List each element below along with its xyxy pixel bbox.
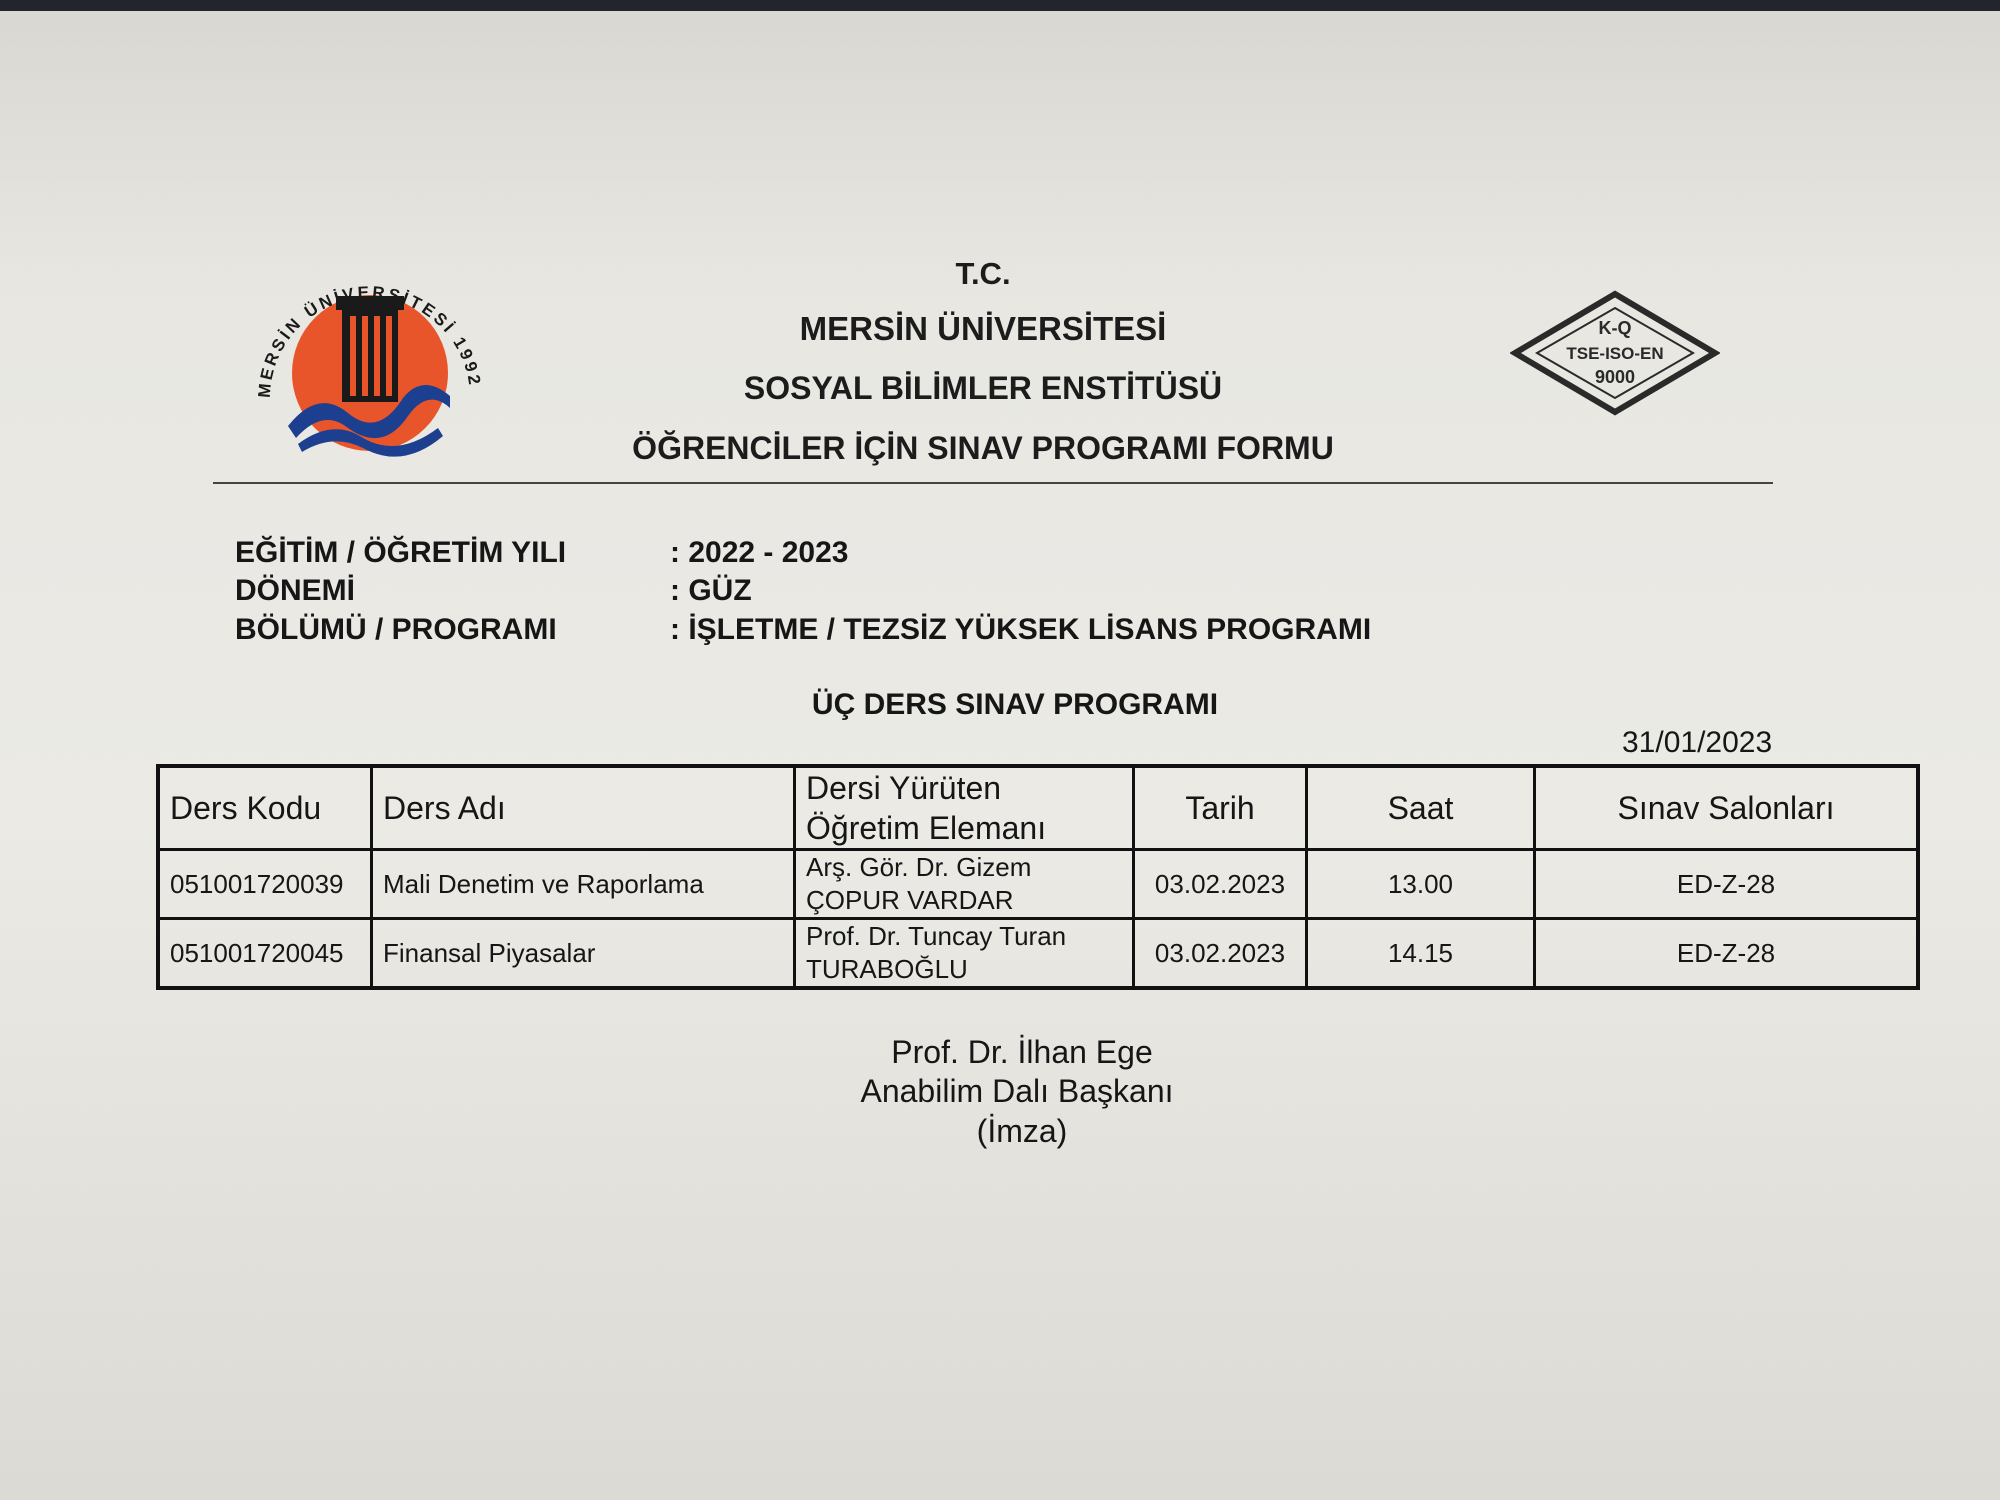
- logo-arc-text: MERSİN ÜNİVERSİTESİ 1992: [254, 282, 485, 399]
- tse-line3: 9000: [1594, 367, 1636, 387]
- table-row: [158, 850, 1918, 919]
- cell-room: ED-Z-28: [1535, 919, 1919, 989]
- header-course-code: Ders Kodu: [158, 766, 372, 850]
- cell-date: 03.02.2023: [1134, 919, 1307, 989]
- cell-time: 13.00: [1307, 850, 1535, 919]
- header-form-title: ÖĞRENCİLER İÇİN SINAV PROGRAMI FORMU: [632, 430, 1334, 466]
- signatory-title: Anabilim Dalı Başkanı: [860, 1073, 1174, 1109]
- document-date: 31/01/2023: [1622, 726, 1773, 759]
- exam-schedule-table: [156, 764, 1920, 990]
- meta-term: [235, 574, 752, 608]
- meta-value: : 2022 - 2023: [670, 536, 849, 569]
- header-instructor-line1: Dersi Yürüten: [806, 770, 1002, 806]
- instructor-line1: Arş. Gör. Dr. Gizem: [806, 852, 1032, 882]
- header-date: Tarih: [1134, 766, 1307, 850]
- table-row: [158, 919, 1918, 989]
- header-institute: SOSYAL BİLİMLER ENSTİTÜSÜ: [743, 370, 1223, 406]
- cell-course-name: Finansal Piyasalar: [372, 919, 795, 989]
- tse-line1: K-Q: [1598, 318, 1632, 338]
- cell-date: 03.02.2023: [1134, 850, 1307, 919]
- header-course-name: Ders Adı: [372, 766, 795, 850]
- tse-line2: TSE-ISO-EN: [1566, 344, 1664, 363]
- cell-instructor: [795, 850, 1134, 919]
- instructor-line2: TURABOĞLU: [806, 954, 968, 984]
- schedule-subtitle: ÜÇ DERS SINAV PROGRAMI: [811, 688, 1219, 721]
- meta-label: DÖNEMİ: [235, 574, 355, 607]
- instructor-line1: Prof. Dr. Tuncay Turan: [806, 921, 1067, 951]
- header-rooms: Sınav Salonları: [1535, 766, 1919, 850]
- header-university: MERSİN ÜNİVERSİTESİ: [799, 310, 1167, 347]
- header-tc: T.C.: [955, 256, 1011, 291]
- signatory-name: Prof. Dr. İlhan Ege: [891, 1034, 1153, 1070]
- meta-department: [235, 613, 1371, 647]
- meta-label: EĞİTİM / ÖĞRETİM YILI: [235, 536, 567, 569]
- header-instructor: [795, 766, 1134, 850]
- cell-course-code: 051001720039: [158, 850, 372, 919]
- signature-note: (İmza): [976, 1113, 1068, 1149]
- header-divider: [213, 482, 1773, 484]
- meta-value: : GÜZ: [670, 574, 752, 607]
- meta-value: : İŞLETME / TEZSİZ YÜKSEK LİSANS PROGRAMI: [670, 613, 1372, 646]
- cell-course-code: 051001720045: [158, 919, 372, 989]
- cell-time: 14.15: [1307, 919, 1535, 989]
- cell-instructor: [795, 919, 1134, 989]
- instructor-line2: ÇOPUR VARDAR: [806, 885, 1014, 915]
- header-time: Saat: [1307, 766, 1535, 850]
- meta-academic-year: [235, 536, 848, 570]
- meta-label: BÖLÜMÜ / PROGRAMI: [235, 613, 557, 646]
- cell-course-name: Mali Denetim ve Raporlama: [372, 850, 795, 919]
- cell-room: ED-Z-28: [1535, 850, 1919, 919]
- header-instructor-line2: Öğretim Elemanı: [806, 810, 1047, 846]
- table-header-row: [158, 766, 1918, 850]
